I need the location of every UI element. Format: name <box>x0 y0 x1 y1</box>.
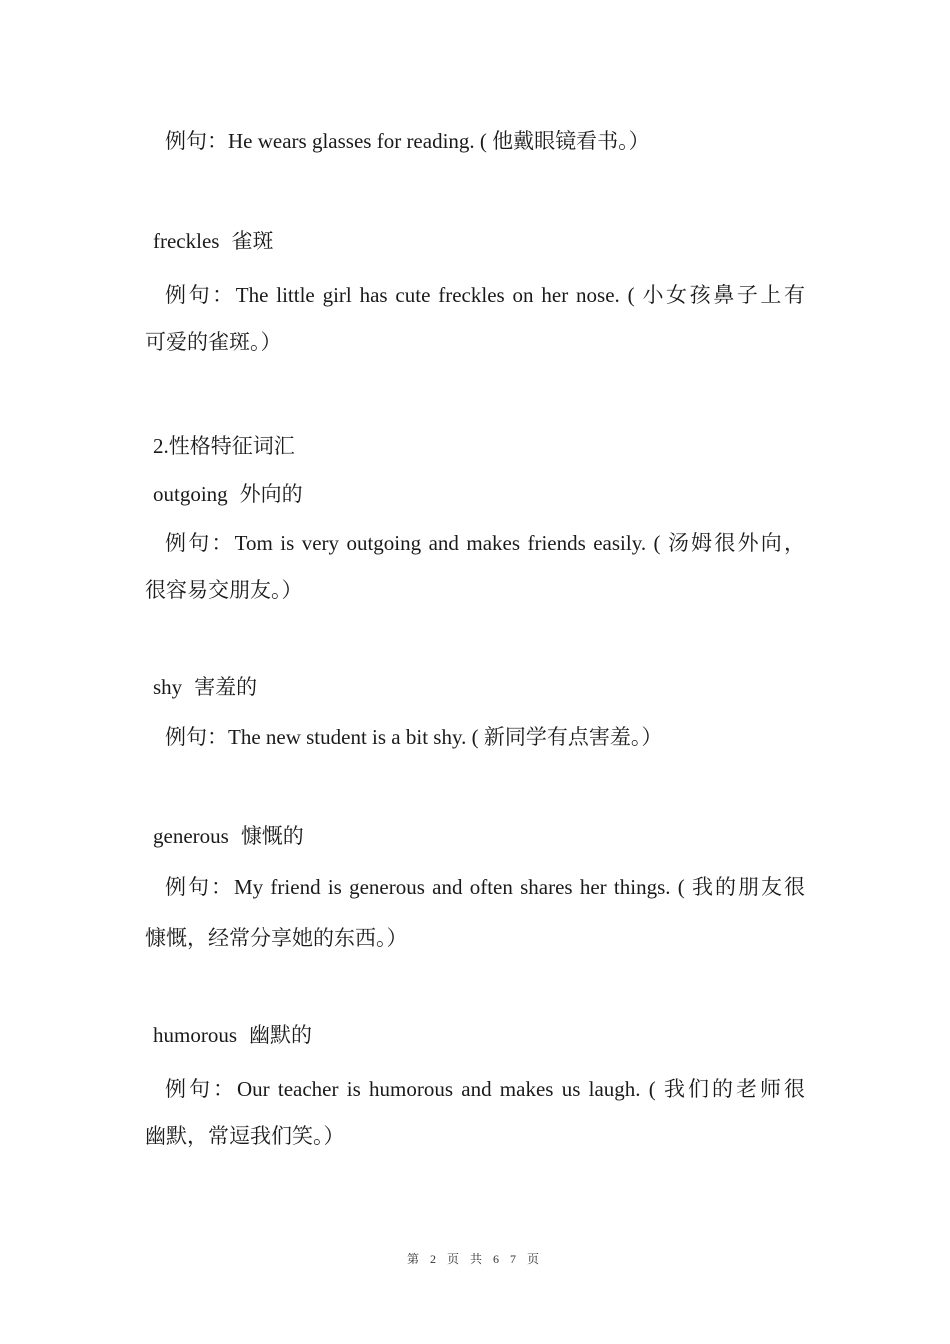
vocab-word: shy <box>153 675 183 699</box>
vocab-word: outgoing <box>153 482 228 506</box>
vocab-word-outgoing <box>153 480 303 508</box>
example-sentence-outgoing-cont: 很容易交朋友。） <box>145 578 303 602</box>
example-sentence-freckles-cont: 可爱的雀斑。） <box>145 330 282 354</box>
example-sentence-generous-cont: 慷慨，经常分享她的东西。） <box>145 926 408 950</box>
vocab-word: generous <box>153 824 229 848</box>
vocab-word: freckles <box>153 229 220 253</box>
page-footer: 第 2 页 共 6 7 页 <box>406 1252 543 1266</box>
vocab-meaning: 害羞的 <box>194 675 258 699</box>
vocab-word: humorous <box>153 1023 237 1047</box>
example-sentence-outgoing: 例句：Tom is very outgoing and makes friends easily. ( 汤姆很外向， <box>165 531 805 555</box>
example-sentence-glasses: 例句：He wears glasses for reading. ( 他戴眼镜看书。） <box>165 129 650 153</box>
example-sentence-generous: 例句：My friend is generous and often shares her things. ( 我的朋友很 <box>165 875 805 899</box>
vocab-meaning: 慷慨的 <box>240 824 304 848</box>
vocab-meaning: 雀斑 <box>231 229 274 253</box>
section-heading: 2.性格特征词汇 <box>153 434 295 458</box>
vocab-word-shy <box>153 673 257 701</box>
example-sentence-humorous-cont: 幽默，常逗我们笑。） <box>145 1124 345 1148</box>
vocab-word-generous <box>153 822 304 850</box>
vocab-word-humorous <box>153 1021 312 1049</box>
example-sentence-freckles: 例句：The little girl has cute freckles on her nose. ( 小女孩鼻子上有 <box>165 283 805 307</box>
vocab-meaning: 外向的 <box>239 482 303 506</box>
example-sentence-humorous: 例句：Our teacher is humorous and makes us laugh. ( 我们的老师很 <box>165 1077 805 1101</box>
vocab-word-freckles <box>153 227 273 255</box>
vocab-meaning: 幽默的 <box>249 1023 312 1047</box>
example-sentence-shy: 例句：The new student is a bit shy. ( 新同学有点害羞。） <box>165 725 663 749</box>
